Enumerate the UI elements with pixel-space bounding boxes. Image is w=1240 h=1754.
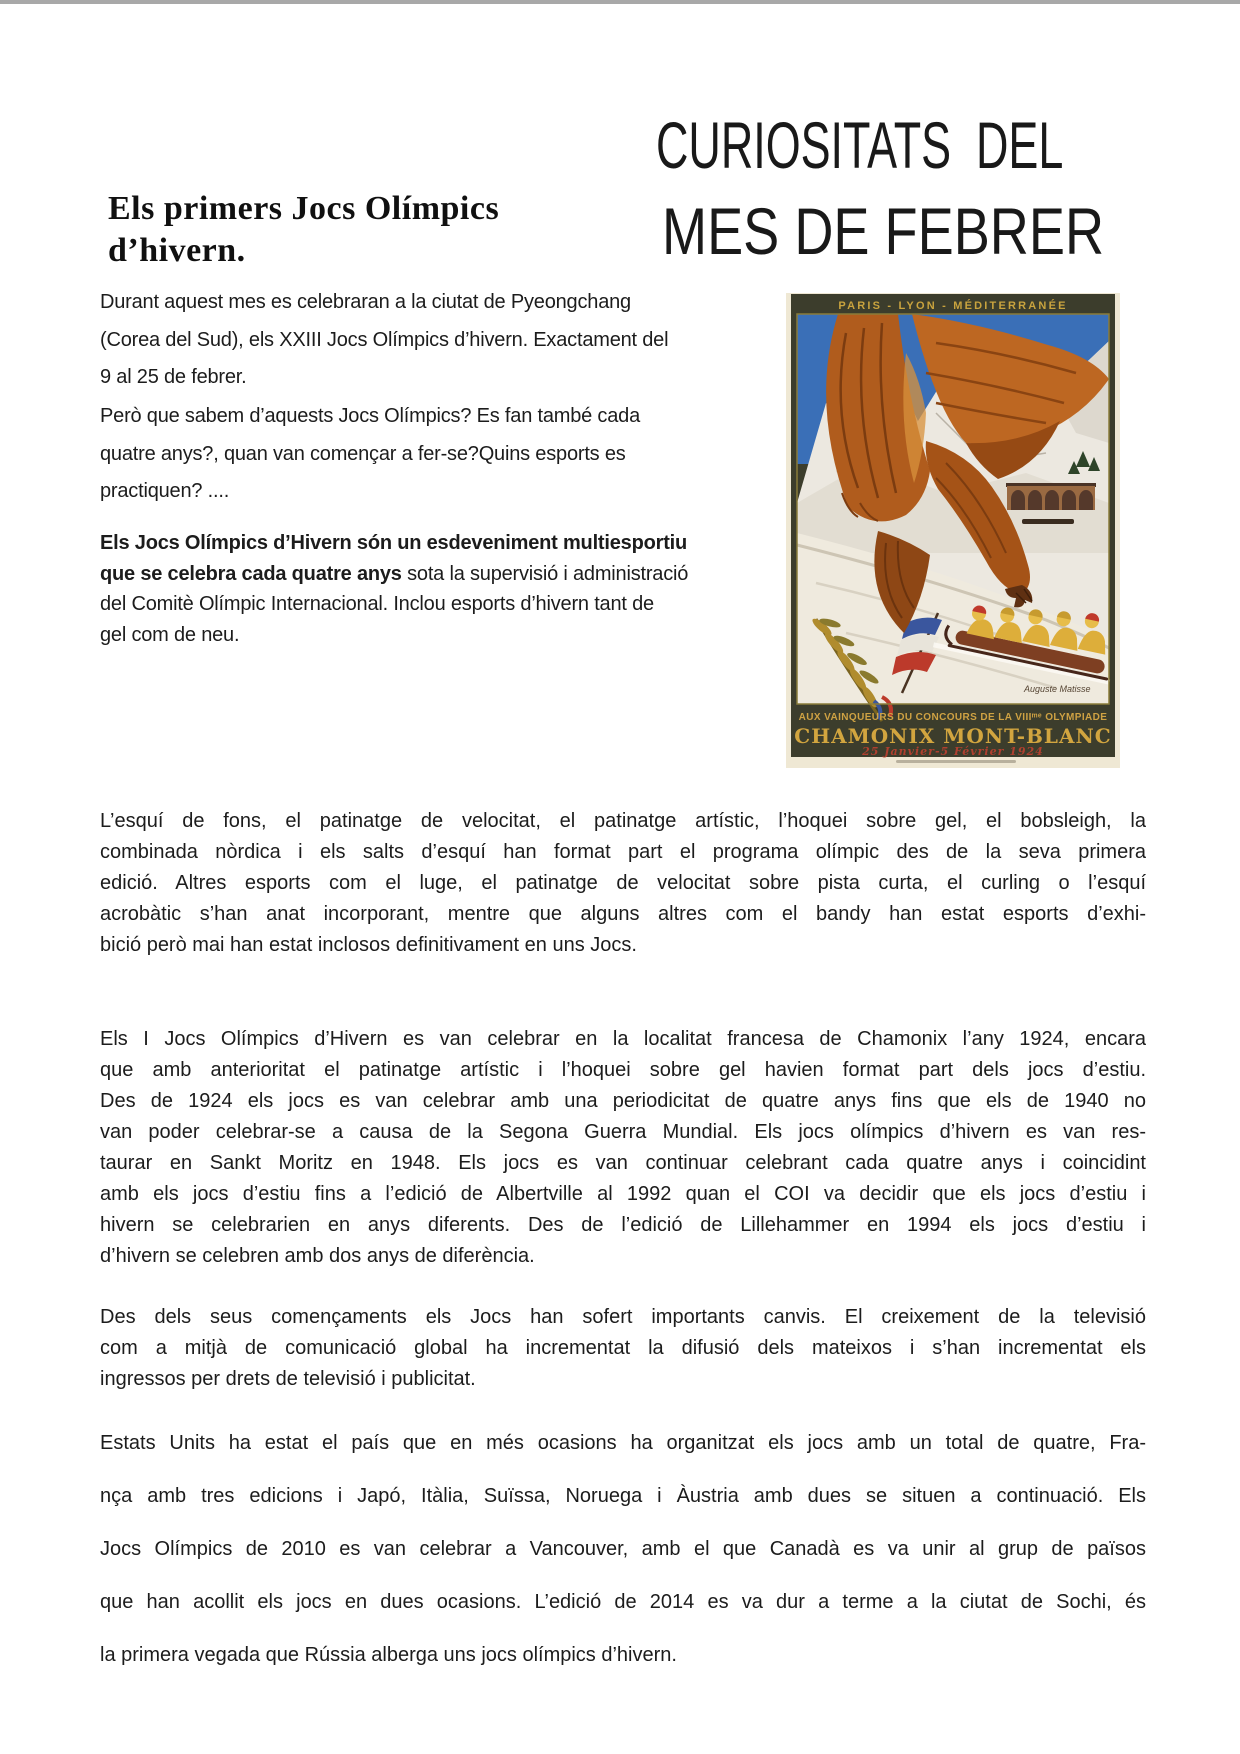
- intro-paragraph-1: [100, 284, 780, 397]
- text-line: Des de 1924 els jocs es van celebrar amb una periodicitat de quatre anys fins que els de 1940 no: [100, 1090, 1146, 1112]
- text-line: que amb anterioritat el patinatge artístic i l’hoquei sobre gel havien format part dels jocs d’estiu.: [100, 1059, 1146, 1081]
- bold-lead-paragraph: [100, 528, 780, 650]
- text-line: bició però mai han estat inclosos definitivament en uns Jocs.: [100, 934, 637, 956]
- text-line: que han acollit els jocs en dues ocasions. L’edició de 2014 es va dur a terme a la ciutat de Sochi, és: [100, 1591, 1146, 1613]
- text-line: Jocs Olímpics de 2010 es van celebrar a Vancouver, amb el que Canadà es va unir al grup de països: [100, 1538, 1146, 1560]
- text-line: edició. Altres esports com el luge, el patinatge de velocitat sobre pista curta, el curling o l’esquí: [100, 872, 1146, 894]
- text-line: ingressos per drets de televisió i publicitat.: [100, 1368, 476, 1390]
- text-line: L’esquí de fons, el patinatge de velocitat, el patinatge artístic, l’hoquei sobre gel, el bobsleigh, la: [100, 810, 1146, 832]
- text-line: nça amb tres edicions i Japó, Itàlia, Suïssa, Noruega i Àustria amb dues se situen a continuació. Els: [100, 1485, 1146, 1507]
- body-paragraph-television: [100, 1302, 1146, 1395]
- text-line: com a mitjà de comunicació global ha incrementat la difusió dels mateixos i s’han incrementat els: [100, 1337, 1146, 1359]
- text-line: amb els jocs d’estiu fins a l’edició de Albertville al 1992 quan el COI va decidir que els jocs d’estiu i: [100, 1183, 1146, 1205]
- page-title-line-2: MES DE FEBRER: [662, 194, 1105, 268]
- text-line: 9 al 25 de febrer.: [100, 366, 247, 388]
- poster-artwork: [797, 314, 1120, 721]
- poster-caption-date: 25 Janvier-5 Février 1924: [862, 745, 1044, 758]
- text-line: Estats Units ha estat el país que en més ocasions ha organitzat els jocs amb un total de quatre, Fra-: [100, 1432, 1146, 1454]
- text-line: Des dels seus començaments els Jocs han sofert importants canvis. El creixement de la televisió: [100, 1306, 1146, 1328]
- article-heading: [108, 188, 499, 272]
- chamonix-1924-poster-image: [786, 293, 1120, 768]
- text-line: (Corea del Sud), els XXIII Jocs Olímpics d’hivern. Exactament del: [100, 328, 669, 351]
- text-line: van poder celebrar-se a causa de la Segona Guerra Mundial. Els jocs olímpics d’hivern es van res-: [100, 1121, 1146, 1143]
- body-paragraph-sports: [100, 806, 1146, 961]
- body-paragraph-history: [100, 1024, 1146, 1272]
- poster-banner-text: PARIS - LYON - MÉDITERRANÉE: [838, 300, 1068, 312]
- text-line: practiquen? ....: [100, 480, 230, 502]
- poster-caption-title: CHAMONIX MONT-BLANC: [794, 724, 1112, 748]
- text-line: gel com de neu.: [100, 623, 240, 646]
- intro-paragraph-2: [100, 398, 780, 511]
- text-line: d’hivern se celebren amb dos anys de diferència.: [100, 1245, 535, 1267]
- text-line: Els primers Jocs Olímpics: [108, 190, 500, 227]
- text-line: hivern se celebrarien en anys diferents. Des de l’edició de Lillehammer en 1994 els jocs d’estiu i: [100, 1214, 1146, 1236]
- text-line: la primera vegada que Rússia alberga uns jocs olímpics d’hivern.: [100, 1644, 677, 1666]
- scan-edge-strip: [0, 0, 1240, 4]
- text-line: combinada nòrdica i els salts d’esquí han format part el programa olímpic des de la seva primera: [100, 841, 1146, 863]
- artist-signature: Auguste Matisse: [1024, 684, 1091, 694]
- text-line: Durant aquest mes es celebraran a la ciutat de Pyeongchang: [100, 291, 631, 313]
- text-line: Els I Jocs Olímpics d’Hivern es van celebrar en la localitat francesa de Chamonix l’any 1924, encara: [100, 1028, 1146, 1050]
- poster-caption-small: AUX VAINQUEURS DU CONCOURS DE LA VIIIᵐᵉ OLYMPIADE: [798, 712, 1108, 723]
- text-line: d’hivern.: [108, 232, 246, 269]
- text-line: Però que sabem d’aquests Jocs Olímpics? Es fan també cada: [100, 405, 640, 427]
- imprint-line: [896, 760, 1016, 763]
- text-line: Els Jocs Olímpics d’Hivern són un esdeveniment multiesportiu: [100, 532, 688, 554]
- page-title-line-1: CURIOSITATS DEL: [656, 108, 1064, 182]
- text-line: del Comitè Olímpic Internacional. Inclou esports d’hivern tant de: [100, 593, 654, 615]
- text-line: que se celebra cada quatre anys sota la supervisió i administració: [100, 562, 689, 585]
- text-line: taurar en Sankt Moritz en 1948. Els jocs es van continuar celebrant cada quatre anys i coincidint: [100, 1152, 1146, 1174]
- text-line: acrobàtic s’han anat incorporant, mentre que alguns altres com el bandy han estat esports d’exhi-: [100, 903, 1146, 925]
- body-paragraph-host-countries: [100, 1417, 1146, 1682]
- text-line: quatre anys?, quan van començar a fer-se?Quins esports es: [100, 442, 626, 465]
